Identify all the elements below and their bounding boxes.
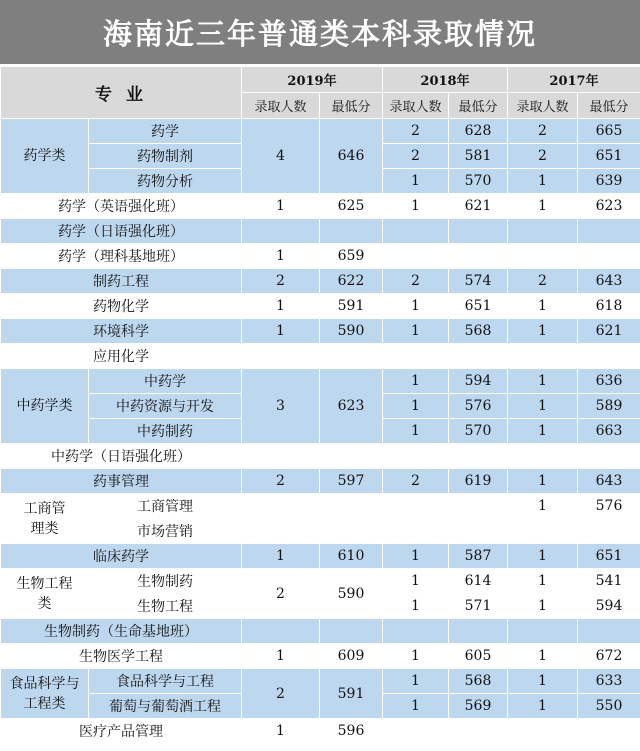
major-name: 中药学（日语强化班）: [1, 444, 242, 469]
score-2019: 591: [320, 294, 383, 319]
score-2017: 651: [578, 144, 640, 169]
major-name: 药事管理: [1, 469, 242, 494]
enroll-2018: 1: [383, 419, 449, 444]
enroll-2017: 2: [508, 144, 578, 169]
group-label: 药学类: [1, 119, 89, 194]
enroll-2019: 1: [242, 294, 320, 319]
major-name: 药学: [89, 119, 242, 144]
score-2018: 619: [449, 469, 508, 494]
score-2017: 621: [578, 319, 640, 344]
score-2017: 594: [578, 594, 640, 619]
score-2017: 589: [578, 394, 640, 419]
score-2018: 651: [449, 294, 508, 319]
enroll-header-2017: 录取人数: [508, 93, 578, 119]
score-header-2017: 最低分: [578, 93, 640, 119]
score-2017: 623: [578, 194, 640, 219]
score-2019: 625: [320, 194, 383, 219]
table-row: [1, 344, 640, 369]
enroll-2017: 2: [508, 269, 578, 294]
enroll-2019: 3: [242, 369, 320, 444]
header-row-years: [1, 67, 640, 93]
score-2019: 623: [320, 369, 383, 444]
score-2018: 621: [449, 194, 508, 219]
score-2019: 590: [320, 569, 383, 619]
enroll-2017: 1: [508, 644, 578, 669]
score-2018: 569: [449, 694, 508, 719]
major-name: 药物分析: [89, 169, 242, 194]
score-2019: 597: [320, 469, 383, 494]
enroll-2019: 1: [242, 194, 320, 219]
enroll-2017: 1: [508, 369, 578, 394]
enroll-2019: 1: [242, 319, 320, 344]
score-2017: 663: [578, 419, 640, 444]
major-name: 市场营销: [89, 519, 242, 544]
group-label: 食品科学与工程类: [1, 669, 89, 719]
enroll-2019: 1: [242, 719, 320, 744]
score-2017: 639: [578, 169, 640, 194]
score-2018: 576: [449, 394, 508, 419]
enroll-2017: 2: [508, 119, 578, 144]
enroll-2019: 4: [242, 119, 320, 194]
enroll-2017: 1: [508, 419, 578, 444]
table-row: [1, 494, 640, 519]
table-row: [1, 444, 640, 469]
score-2017: 550: [578, 694, 640, 719]
enroll-2018: 2: [383, 469, 449, 494]
enroll-2019: 1: [242, 644, 320, 669]
score-2019: 609: [320, 644, 383, 669]
enroll-2018: 1: [383, 569, 449, 594]
enroll-2017: 1: [508, 319, 578, 344]
major-name: 葡萄与葡萄酒工程: [89, 694, 242, 719]
table-row: [1, 619, 640, 644]
enroll-header-2019: 录取人数: [242, 93, 320, 119]
major-name: 制药工程: [1, 269, 242, 294]
enroll-2017: 1: [508, 594, 578, 619]
score-2019: 659: [320, 244, 383, 269]
enroll-2018: 1: [383, 319, 449, 344]
score-2018: 568: [449, 669, 508, 694]
enroll-2017: 1: [508, 169, 578, 194]
table-row: [1, 569, 640, 594]
score-2019: 591: [320, 669, 383, 719]
table-row: [1, 194, 640, 219]
major-name: 应用化学: [1, 344, 242, 369]
enroll-2018: 1: [383, 294, 449, 319]
enroll-2018: 2: [383, 269, 449, 294]
score-2017: 636: [578, 369, 640, 394]
major-name: 环境科学: [1, 319, 242, 344]
score-2018: 594: [449, 369, 508, 394]
table-row: [1, 269, 640, 294]
major-name: 生物制药（生命基地班）: [1, 619, 242, 644]
score-2017: 643: [578, 469, 640, 494]
enroll-2019: 1: [242, 544, 320, 569]
table-row: [1, 294, 640, 319]
table-row: [1, 219, 640, 244]
year-header-2019: 2019年: [242, 67, 383, 93]
enroll-2019: 1: [242, 244, 320, 269]
enroll-2019: 2: [242, 569, 320, 619]
enroll-2018: 1: [383, 594, 449, 619]
major-name: 中药资源与开发: [89, 394, 242, 419]
major-name: 药物制剂: [89, 144, 242, 169]
score-2018: 587: [449, 544, 508, 569]
table-row: [1, 669, 640, 694]
score-2018: 574: [449, 269, 508, 294]
major-name: 生物工程: [89, 594, 242, 619]
enroll-2018: 1: [383, 669, 449, 694]
major-name: 工商管理: [89, 494, 242, 519]
enroll-2018: 1: [383, 544, 449, 569]
table-row: [1, 469, 640, 494]
enroll-2019: 2: [242, 669, 320, 719]
table-row: [1, 244, 640, 269]
enroll-2018: 2: [383, 119, 449, 144]
enroll-2018: 1: [383, 194, 449, 219]
score-2018: 571: [449, 594, 508, 619]
score-2019: 610: [320, 544, 383, 569]
score-2019: 646: [320, 119, 383, 194]
table-row: [1, 644, 640, 669]
major-name: 中药制药: [89, 419, 242, 444]
major-name: 食品科学与工程: [89, 669, 242, 694]
enroll-2017: 1: [508, 469, 578, 494]
score-2017: 576: [578, 494, 640, 519]
major-header: 专 业: [1, 67, 242, 119]
major-name: 临床药学: [1, 544, 242, 569]
score-2019: 622: [320, 269, 383, 294]
enroll-2017: 1: [508, 494, 578, 519]
major-name: 医疗产品管理: [1, 719, 242, 744]
score-2017: 651: [578, 544, 640, 569]
table-row: [1, 719, 640, 744]
major-name: 药学（英语强化班）: [1, 194, 242, 219]
enroll-header-2018: 录取人数: [383, 93, 449, 119]
enroll-2017: 1: [508, 694, 578, 719]
enroll-2019: 2: [242, 269, 320, 294]
score-2018: 614: [449, 569, 508, 594]
enroll-2018: 2: [383, 144, 449, 169]
score-2017: 618: [578, 294, 640, 319]
year-header-2018: 2018年: [383, 67, 508, 93]
score-2019: 596: [320, 719, 383, 744]
enroll-2018: 1: [383, 369, 449, 394]
enroll-2018: 1: [383, 169, 449, 194]
admission-table: [0, 66, 640, 744]
table-row: [1, 544, 640, 569]
score-2018: 605: [449, 644, 508, 669]
score-2017: 665: [578, 119, 640, 144]
enroll-2017: 1: [508, 394, 578, 419]
enroll-2017: 1: [508, 569, 578, 594]
score-2017: 633: [578, 669, 640, 694]
enroll-2018: 1: [383, 394, 449, 419]
group-label: 中药学类: [1, 369, 89, 444]
score-2019: 590: [320, 319, 383, 344]
score-2018: 628: [449, 119, 508, 144]
score-2018: 570: [449, 169, 508, 194]
enroll-2017: 1: [508, 544, 578, 569]
table-row: [1, 369, 640, 394]
enroll-2019: 2: [242, 469, 320, 494]
major-name: 药学（理科基地班）: [1, 244, 242, 269]
score-2017: 672: [578, 644, 640, 669]
score-2017: 541: [578, 569, 640, 594]
score-header-2019: 最低分: [320, 93, 383, 119]
major-name: 中药学: [89, 369, 242, 394]
enroll-2018: 1: [383, 694, 449, 719]
score-header-2018: 最低分: [449, 93, 508, 119]
score-2018: 568: [449, 319, 508, 344]
year-header-2017: 2017年: [508, 67, 640, 93]
table-row: [1, 119, 640, 144]
group-label: 工商管理类: [1, 494, 89, 544]
enroll-2017: 1: [508, 194, 578, 219]
major-name: 生物制药: [89, 569, 242, 594]
enroll-2018: 1: [383, 644, 449, 669]
table-row: [1, 519, 640, 544]
enroll-2017: 1: [508, 294, 578, 319]
major-name: 生物医学工程: [1, 644, 242, 669]
score-2018: 570: [449, 419, 508, 444]
score-2018: 581: [449, 144, 508, 169]
page-title: 海南近三年普通类本科录取情况: [0, 0, 640, 66]
table-row: [1, 319, 640, 344]
major-name: 药物化学: [1, 294, 242, 319]
enroll-2017: 1: [508, 669, 578, 694]
score-2017: 643: [578, 269, 640, 294]
major-name: 药学（日语强化班）: [1, 219, 242, 244]
group-label: 生物工程类: [1, 569, 89, 619]
